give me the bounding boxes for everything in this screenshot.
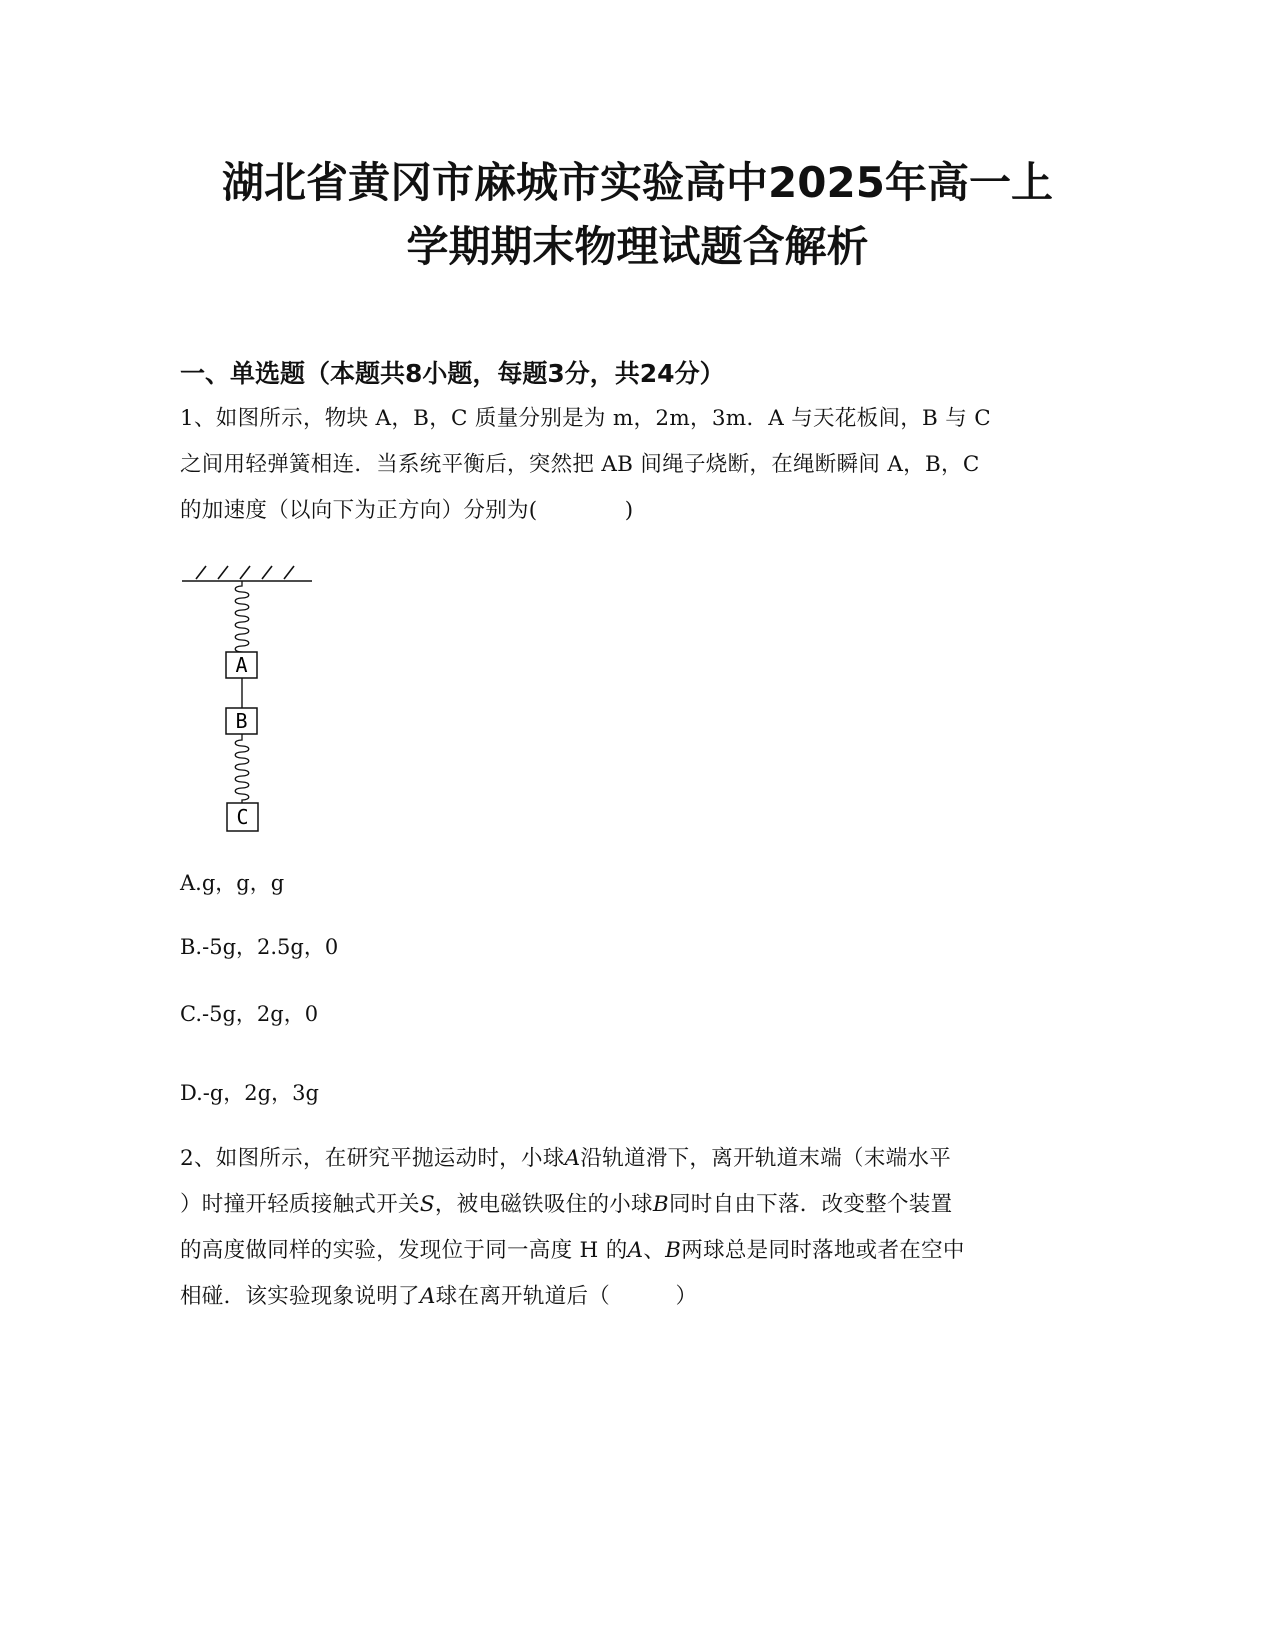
q2-line3-pre: 的高度做同样的实验，发现位于同一高度 H 的 [180,1238,628,1263]
q2-line2-pre: ）时撞开轻质接触式开关 [180,1192,420,1217]
q2-line1-post: 沿轨道滑下，离开轨道末端（末端水平 [580,1146,952,1171]
q2-var-b-2: B [665,1238,682,1263]
q2-line4-pre: 相碰．该实验现象说明了 [180,1284,420,1309]
q2-text-line-2 [180,1190,952,1220]
q2-text-line-1 [180,1144,951,1174]
q1-text-line-3: 的加速度（以向下为正方向）分别为( ) [180,498,634,523]
q1-text-line-2: 之间用轻弹簧相连．当系统平衡后，突然把 AB 间绳子烧断，在绳断瞬间 A，B，C [180,452,980,477]
q1-option-c: C.-5g，2g，0 [180,1002,319,1026]
q2-var-a-2: A [627,1238,644,1263]
q1-option-b: B.-5g，2.5g，0 [180,935,339,959]
q2-var-a-3: A [419,1284,436,1309]
lower-spring [235,734,249,803]
q2-line1-pre: 2、如图所示，在研究平抛运动时，小球 [180,1146,565,1171]
block-b-label: B [235,709,248,733]
q2-text-line-4 [180,1282,697,1312]
ceiling-hatch [196,566,294,579]
q2-line2-mid: ，被电磁铁吸住的小球 [434,1192,653,1217]
q2-line2-post: 同时自由下落．改变整个装置 [668,1192,953,1217]
q2-line4-post: 球在离开轨道后（ ） [435,1284,698,1309]
block-a-label: A [235,653,248,677]
upper-spring [235,581,249,658]
document-title-line-2: 学期期末物理试题含解析 [406,222,869,271]
q2-var-s: S [419,1192,435,1217]
q2-line3-sep: 、 [643,1238,666,1263]
q1-option-d: D.-g，2g，3g [180,1081,319,1105]
q1-text-line-1: 1、如图所示，物块 A，B，C 质量分别是为 m，2m，3m．A 与天花板间，B 与 C [180,406,991,431]
q2-text-line-3 [180,1236,965,1266]
section-heading: 一、单选题（本题共8小题，每题3分，共24分） [180,359,725,388]
block-c-label: C [236,805,249,829]
document-title-line-1: 湖北省黄冈市麻城市实验高中2025年高一上 [222,158,1053,207]
q2-var-b: B [652,1192,669,1217]
q1-option-a: A.g，g，g [180,871,285,895]
q2-line3-post: 两球总是同时落地或者在空中 [681,1238,965,1263]
q2-var-a: A [564,1146,581,1171]
spring-block-diagram [180,560,330,840]
